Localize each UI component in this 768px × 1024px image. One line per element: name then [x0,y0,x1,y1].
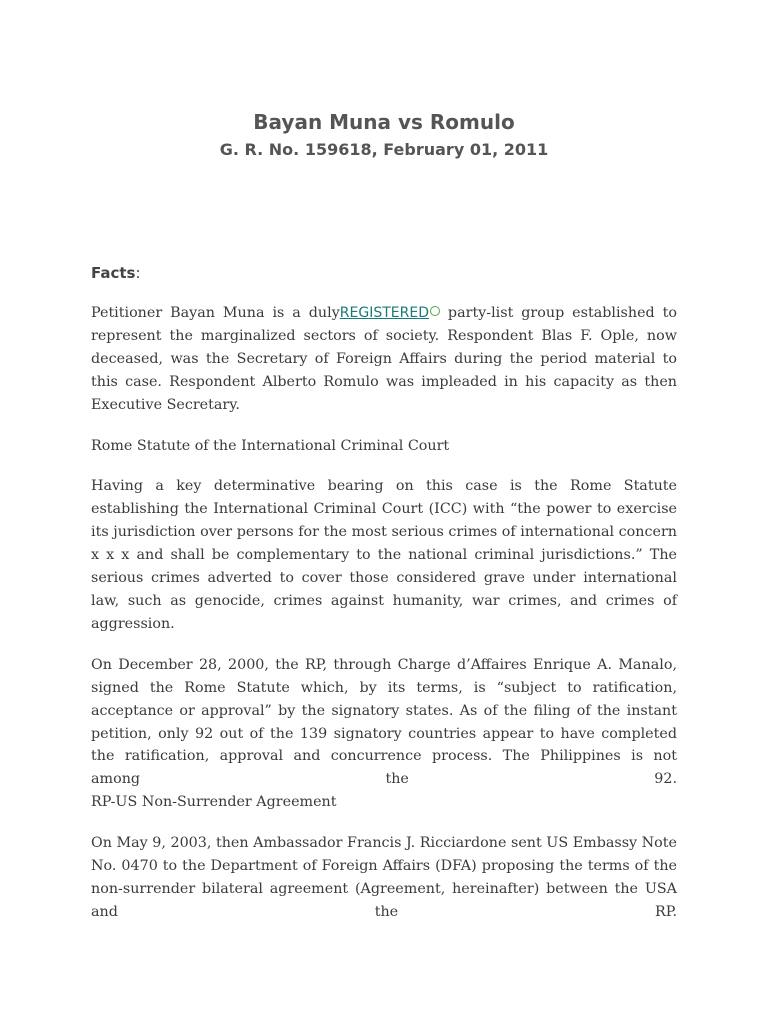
facts-colon: : [135,264,141,282]
document-title: Bayan Muna vs Romulo [253,110,515,134]
section-heading-non-surrender: RP-US Non-Surrender Agreement [91,794,337,811]
paragraph-parties-rest: party-list group established to represent the marginalized sectors of society. Respondent Blas F. Ople, now deceased, was the Secretary of Foreign Affairs during the period material to this case. Respondent Alberto Romulo was impleaded in his capacity as then Executive Secretary. [91,305,677,413]
registered-link[interactable]: REGISTERED [339,305,429,321]
paragraph-rome-statute: Having a key determinative bearing on this case is the Rome Statute establishing the International Criminal Court (ICC) with “the power to exercise its jurisdiction over persons for the most serious crimes of international concern x x x and shall be complementary to the national criminal jurisdictions.” The serious crimes adverted to cover those considered grave under international law, such as genocide, crimes against humanity, war crimes, and crimes of aggression. [91,478,677,632]
external-link-icon[interactable] [430,306,440,316]
facts-heading [91,262,677,284]
paragraph-embassy-note: On May 9, 2003, then Ambassador Francis J. Ricciardone sent US Embassy Note No. 0470 to the Department of Foreign Affairs (DFA) proposing the terms of the non-surrender bilateral agreement (Agreement, hereinafter) between the USA and the RP. [91,835,677,920]
paragraph-parties-lead: Petitioner Bayan Muna is a duly [91,305,340,321]
paragraph-parties [91,302,677,417]
document-subtitle: G. R. No. 159618, February 01, 2011 [219,140,549,159]
facts-label: Facts [91,264,136,282]
section-heading-rome-statute: Rome Statute of the International Criminal Court [91,437,450,454]
document-body [91,262,677,924]
paragraph-signing: On December 28, 2000, the RP, through Charge d’Affaires Enrique A. Manalo, signed the Rome Statute which, by its terms, is “subject to ratification, acceptance or approval” by the signatory states. As of the filing of the instant petition, only 92 out of the 139 signatory countries appear to have completed the ratification, approval and concurrence process. The Philippines is not among the 92. [91,656,677,788]
